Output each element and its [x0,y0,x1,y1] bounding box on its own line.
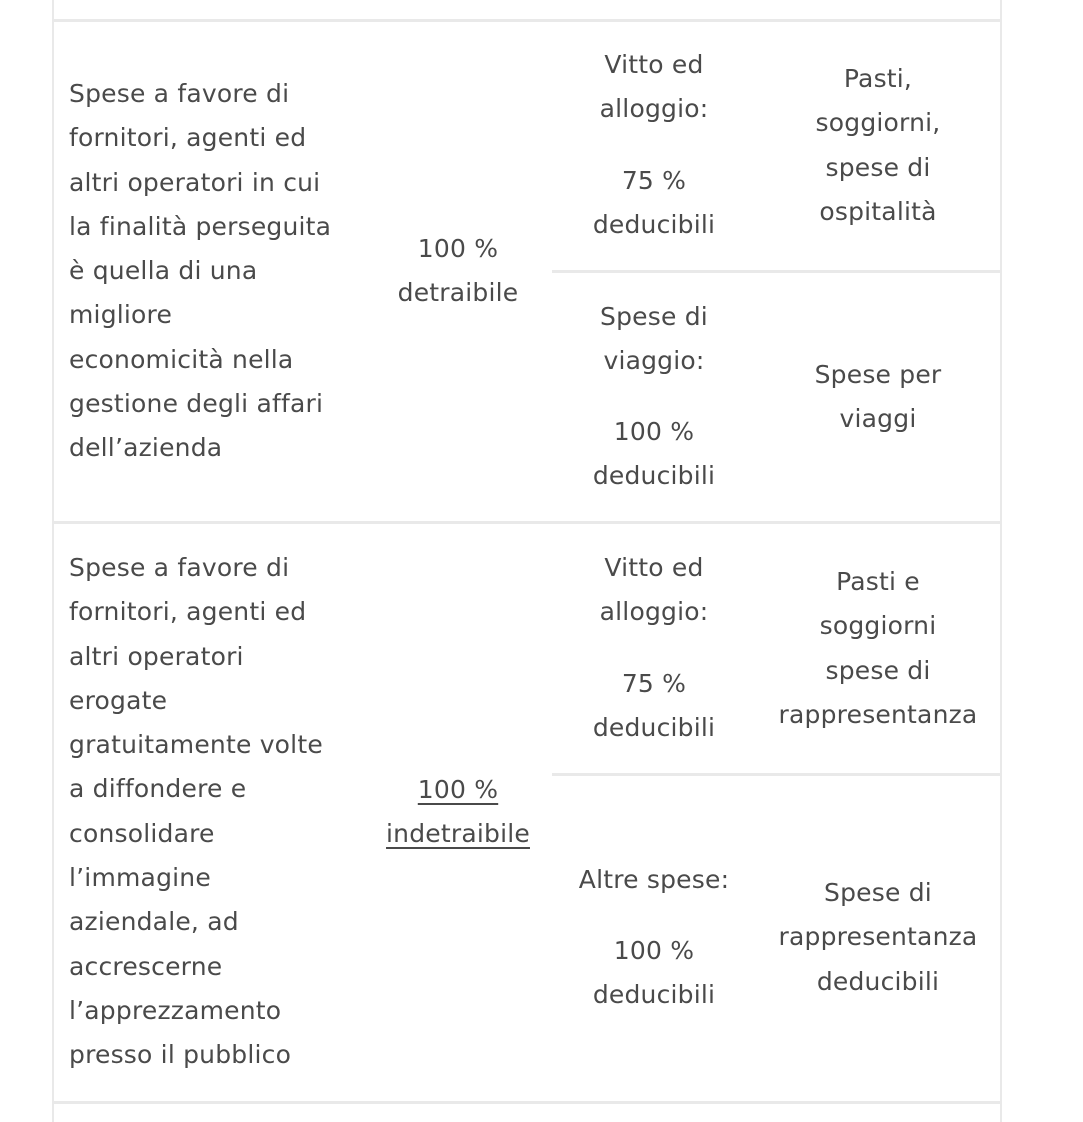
row2-description-line: Spese a favore di [69,553,290,582]
row2-sub2-deduct [556,929,752,1018]
row-divider-top [52,19,1002,22]
subrow-divider-1 [552,270,1002,273]
row2-description-line: gratuitamente volte [69,730,323,760]
row2-description-line: presso il pubblico [69,1040,292,1070]
row1-sub1-type-line: alloggio: [599,94,709,124]
row1-sub1-example-line: Pasti, [843,64,913,93]
row2-description-line: l’immagine [69,863,211,893]
row2-description-line: erogate [69,685,168,715]
row1-sub1-deduct-percent: 75 % [621,166,687,195]
row1-sub2-type-line: viaggio: [603,346,705,376]
row1-description [69,72,369,471]
row-divider-bottom [52,1101,1002,1104]
row1-description-line: dell’azienda [69,433,223,463]
row2-sub2-type [556,858,752,902]
row2-sub1-deduct-percent: 75 % [621,669,687,698]
row2-iva[interactable] [370,768,546,857]
subrow-divider-2 [552,773,1002,776]
row2-iva-label-link[interactable]: indetraibile [386,819,530,849]
row2-sub2-example-line: deducibili [816,966,940,996]
row1-iva [370,227,546,316]
row1-description-line: migliore [69,300,173,330]
row2-sub2-type-line: Altre spese: [578,865,730,894]
row2-sub2-deduct-percent: 100 % [613,936,695,965]
row1-sub1-deduct [556,159,752,248]
row2-sub1-deduct [556,662,752,751]
row1-sub1-deduct-label: deducibili [592,210,716,240]
row2-sub2-example-line: Spese di [824,878,932,907]
row2-sub1-example-line: spese di [825,655,931,685]
row1-sub1-examples [760,57,996,234]
row1-description-line: gestione degli affari [69,389,324,419]
row2-description-line: altri operatori [69,641,244,671]
row1-sub1-example-line: spese di [825,152,931,182]
row2-sub1-type [556,546,752,635]
row1-sub2-example-line: Spese per [814,360,942,389]
row2-sub2-example-line: rappresentanza [778,922,978,952]
row1-description-line: economicità nella [69,344,294,374]
row1-sub2-type [556,295,752,384]
row1-sub2-deduct [556,410,752,499]
row2-sub2-examples [756,871,1000,1004]
row1-sub2-deduct-label: deducibili [592,461,716,491]
row1-iva-percent: 100 % [417,234,499,263]
row1-description-line: fornitori, agenti ed [69,123,307,153]
row2-sub1-type-line: Vitto ed [604,553,704,582]
row2-iva-percent-link[interactable]: 100 % [417,775,499,804]
row1-sub2-type-line: Spese di [600,302,708,331]
row1-sub2-example-line: viaggi [839,404,917,434]
row1-iva-label: detraibile [397,278,519,308]
row2-sub2-deduct-label: deducibili [592,980,716,1010]
row1-description-line: è quella di una [69,256,258,286]
row1-sub2-deduct-percent: 100 % [613,417,695,446]
row1-description-line: la finalità perseguita [69,211,332,241]
row1-description-line: Spese a favore di [69,79,290,108]
row-divider-middle [52,521,1002,524]
row1-sub1-type-line: Vitto ed [604,50,704,79]
row2-sub1-example-line: rappresentanza [778,699,978,729]
row2-description-line: l’apprezzamento [69,995,282,1025]
row2-description [69,546,369,1078]
row1-sub2-examples [760,353,996,442]
row2-sub1-type-line: alloggio: [599,597,709,627]
row2-description-line: accrescerne [69,951,223,981]
row1-sub1-type [556,43,752,132]
row2-description-line: aziendale, ad [69,907,239,937]
row2-description-line: consolidare [69,818,215,848]
row2-description-line: fornitori, agenti ed [69,597,307,627]
row1-sub1-example-line: ospitalità [819,196,937,226]
row2-sub1-examples [756,560,1000,737]
row1-sub1-example-line: soggiorni, [815,108,941,138]
row2-sub1-example-line: soggiorni [819,611,937,641]
row2-sub1-deduct-label: deducibili [592,713,716,743]
row2-sub1-example-line: Pasti e [836,567,920,596]
row2-description-line: a diffondere e [69,774,247,804]
row1-description-line: altri operatori in cui [69,167,321,197]
